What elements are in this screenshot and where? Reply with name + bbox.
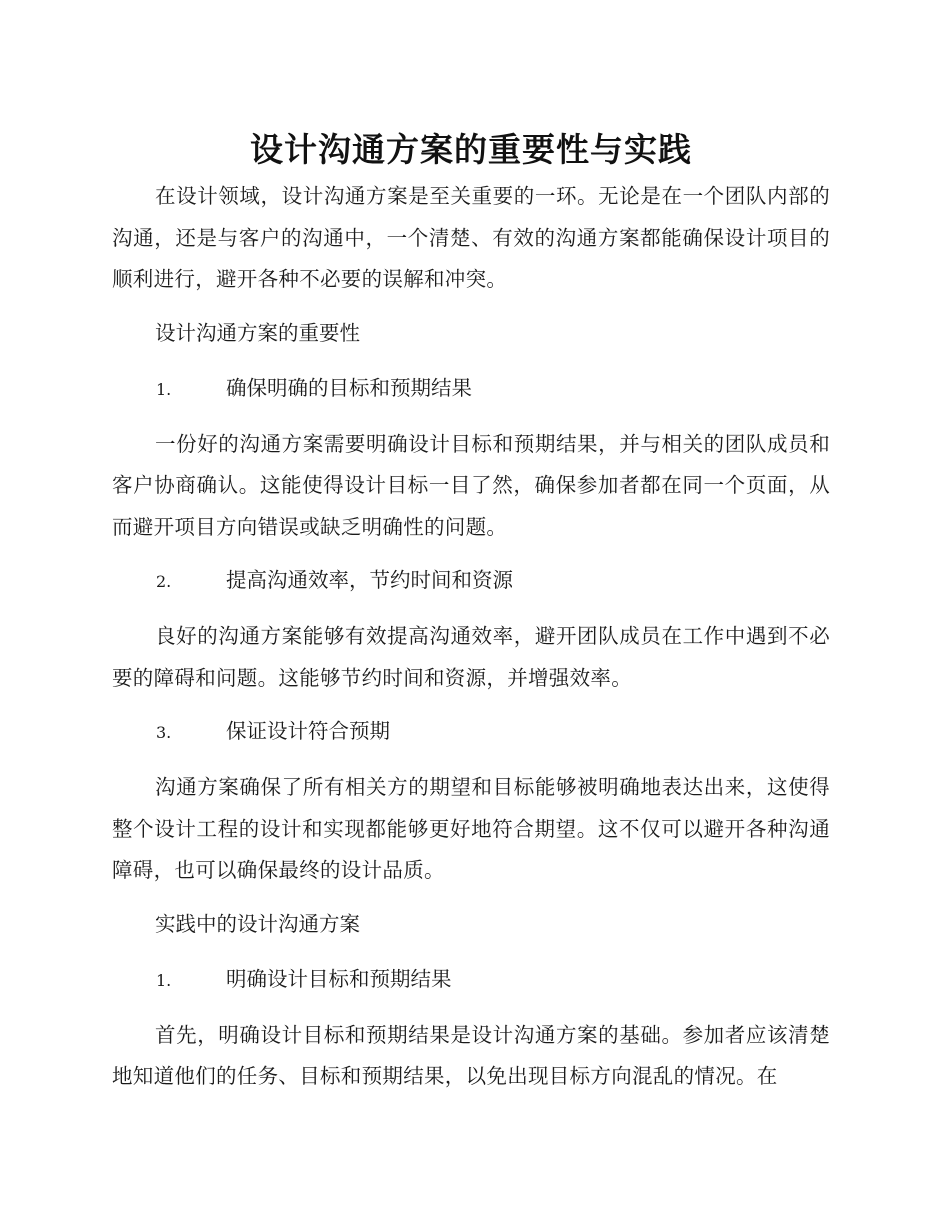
list-item [112, 368, 830, 410]
list-item [112, 711, 830, 753]
list-item [112, 560, 830, 602]
document-title: 设计沟通方案的重要性与实践 [250, 130, 692, 169]
list-item [112, 959, 830, 1001]
list-item-title: 保证设计符合预期 [226, 719, 390, 743]
list-item-number: 2. [156, 572, 172, 591]
list-item-title: 明确设计目标和预期结果 [226, 966, 452, 991]
body-paragraph: 首先，明确设计目标和预期结果是设计沟通方案的基础。参加者应该清楚地知道他们的任务、目标和预期结果，以免出现目标方向混乱的情况。在 [112, 1022, 830, 1088]
list-item-title: 确保明确的目标和预期结果 [226, 375, 472, 400]
list-item-title: 提高沟通效率，节约时间和资源 [226, 568, 513, 592]
section-heading-importance: 设计沟通方案的重要性 [155, 320, 360, 345]
section-heading-practice: 实践中的设计沟通方案 [155, 911, 360, 936]
body-paragraph: 沟通方案确保了所有相关方的期望和目标能够被明确地表达出来，这使得整个设计工程的设计和实现都能够更好地符合期望。这不仅可以避开各种沟通障碍，也可以确保最终的设计品质。 [112, 775, 830, 882]
list-item-number: 1. [156, 970, 172, 990]
body-paragraph: 一份好的沟通方案需要明确设计目标和预期结果，并与相关的团队成员和客户协商确认。这能使得设计目标一目了然，确保参加者都在同一个页面，从而避开项目方向错误或缺乏明确性的问题。 [112, 431, 830, 539]
document-page [112, 126, 830, 1110]
body-paragraph: 良好的沟通方案能够有效提高沟通效率，避开团队成员在工作中遇到不必要的障碍和问题。这能够节约时间和资源，并增强效率。 [112, 624, 830, 690]
list-item-number: 1. [156, 379, 172, 399]
list-item-number: 3. [156, 723, 172, 742]
intro-paragraph: 在设计领域，设计沟通方案是至关重要的一环。无论是在一个团队内部的沟通，还是与客户的沟通中，一个清楚、有效的沟通方案都能确保设计项目的顺利进行，避开各种不必要的误解和冲突。 [112, 184, 830, 291]
